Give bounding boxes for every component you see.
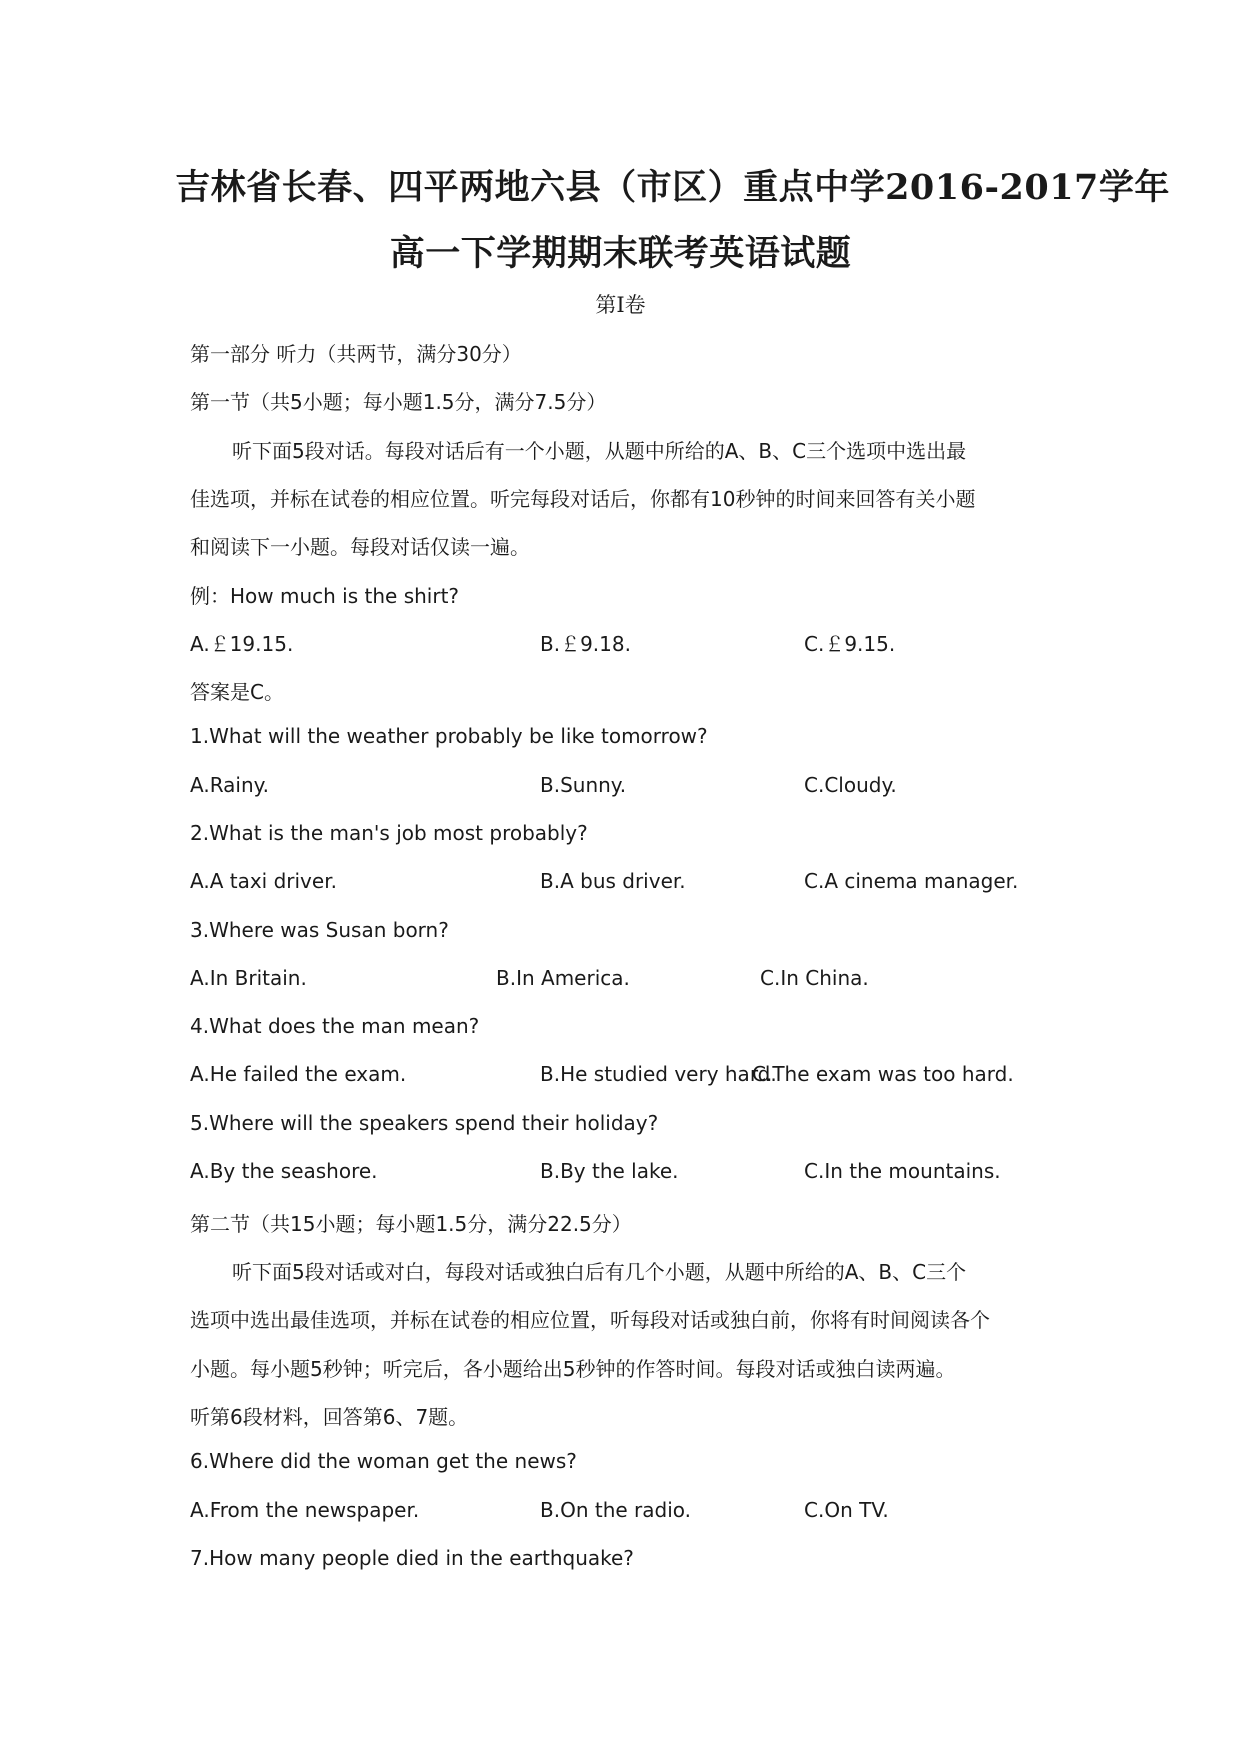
- question-6: 6.Where did the woman get the news?: [190, 1449, 577, 1473]
- question-1-option-c: C.Cloudy.: [804, 773, 897, 797]
- question-3: 3.Where was Susan born?: [190, 918, 449, 942]
- section1-instruction-3: 和阅读下一小题。每段对话仅读一遍。: [190, 535, 530, 559]
- material-6-heading: 听第6段材料，回答第6、7题。: [190, 1405, 469, 1429]
- question-2-option-b: B.A bus driver.: [540, 869, 686, 893]
- example-question: 例：How much is the shirt?: [190, 584, 460, 608]
- section1-heading: 第一节（共5小题；每小题1.5分，满分7.5分）: [190, 390, 607, 414]
- section2-heading: 第二节（共15小题；每小题1.5分，满分22.5分）: [190, 1212, 632, 1236]
- question-5-option-b: B.By the lake.: [540, 1159, 679, 1183]
- question-3-option-b: B.In America.: [496, 966, 630, 990]
- question-1: 1.What will the weather probably be like tomorrow?: [190, 724, 708, 748]
- section2-instruction-3: 小题。每小题5秒钟；听完后，各小题给出5秒钟的作答时间。每段对话或独白读两遍。: [190, 1357, 956, 1381]
- question-4-option-c: C.The exam was too hard.: [752, 1062, 1014, 1086]
- question-5: 5.Where will the speakers spend their holiday?: [190, 1111, 659, 1135]
- question-1-option-a: A.Rainy.: [190, 773, 269, 797]
- question-6-option-c: C.On TV.: [804, 1498, 889, 1522]
- volume-label: 第Ⅰ卷: [595, 293, 646, 317]
- example-answer: 答案是C。: [190, 680, 284, 704]
- example-option-c: C.￡9.15.: [804, 632, 896, 656]
- question-2-option-c: C.A cinema manager.: [804, 869, 1019, 893]
- question-7: 7.How many people died in the earthquake?: [190, 1546, 634, 1570]
- question-4-option-b: B.He studied very hard.: [540, 1062, 777, 1086]
- example-option-b: B.￡9.18.: [540, 632, 631, 656]
- question-5-option-c: C.In the mountains.: [804, 1159, 1001, 1183]
- section2-instruction-1: 听下面5段对话或对白，每段对话或独白后有几个小题，从题中所给的A、B、C三个: [232, 1260, 967, 1284]
- section2-instruction-2: 选项中选出最佳选项，并标在试卷的相应位置，听每段对话或独白前，你将有时间阅读各个: [190, 1308, 990, 1332]
- question-6-option-a: A.From the newspaper.: [190, 1498, 420, 1522]
- part1-heading: 第一部分 听力（共两节，满分30分）: [190, 342, 522, 366]
- question-4-option-a: A.He failed the exam.: [190, 1062, 407, 1086]
- question-5-option-a: A.By the seashore.: [190, 1159, 378, 1183]
- question-3-option-c: C.In China.: [760, 966, 869, 990]
- exam-title-line2: 高一下学期期末联考英语试题: [389, 233, 852, 274]
- question-1-option-b: B.Sunny.: [540, 773, 627, 797]
- question-4: 4.What does the man mean?: [190, 1014, 480, 1038]
- example-option-a: A.￡19.15.: [190, 632, 294, 656]
- question-2: 2.What is the man's job most probably?: [190, 821, 588, 845]
- section1-instruction-2: 佳选项，并标在试卷的相应位置。听完每段对话后，你都有10秒钟的时间来回答有关小题: [190, 487, 976, 511]
- exam-title-line1: 吉林省长春、四平两地六县（市区）重点中学2016-2017学年: [175, 167, 1170, 208]
- question-3-option-a: A.In Britain.: [190, 966, 307, 990]
- question-6-option-b: B.On the radio.: [540, 1498, 692, 1522]
- question-2-option-a: A.A taxi driver.: [190, 869, 337, 893]
- section1-instruction-1: 听下面5段对话。每段对话后有一个小题，从题中所给的A、B、C三个选项中选出最: [232, 439, 967, 463]
